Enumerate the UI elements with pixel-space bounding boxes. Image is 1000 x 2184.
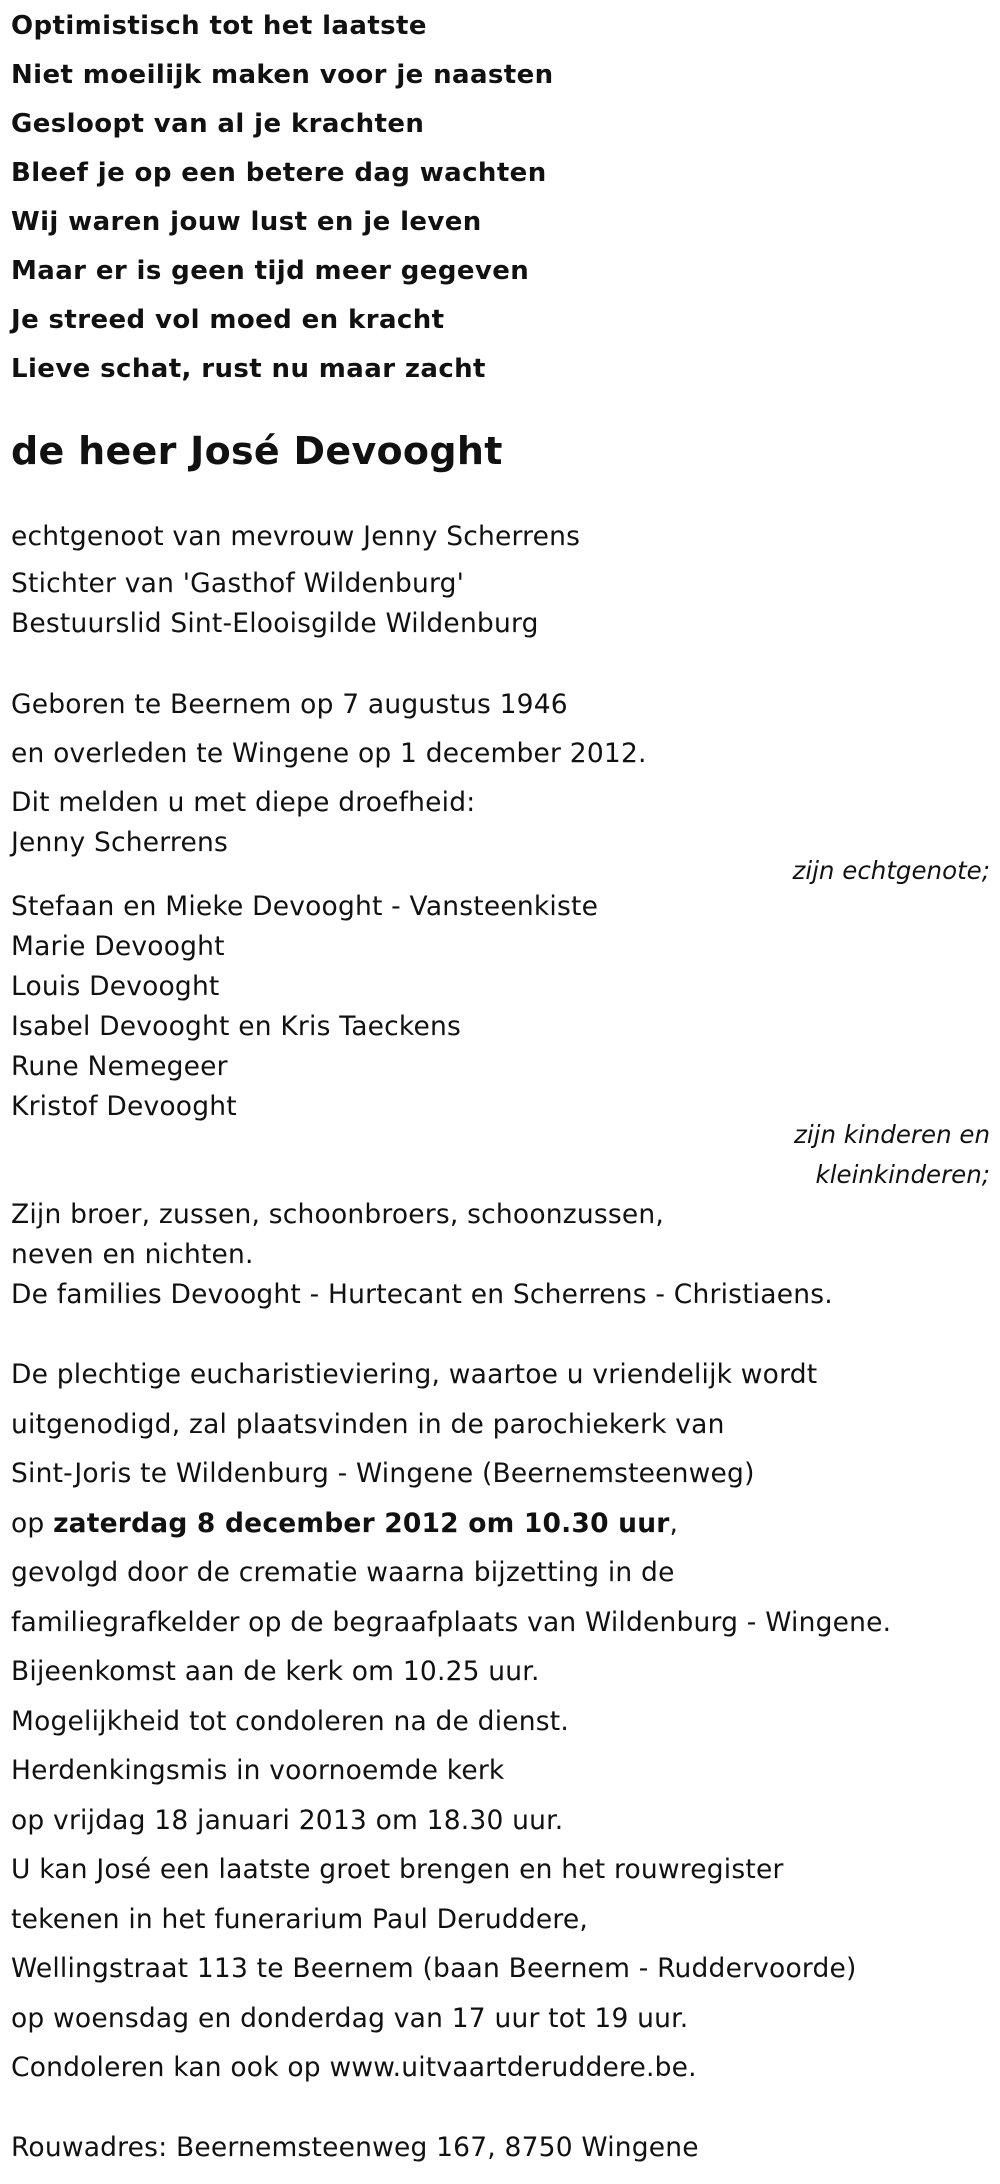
ceremony-line: op vrijdag 18 januari 2013 om 18.30 uur. [11,1805,564,1836]
ceremony-date-line [11,1507,678,1541]
ceremony-date: zaterdag 8 december 2012 om 10.30 uur [53,1508,670,1539]
deceased-name: de heer José Devooght [11,429,503,473]
spouse-name: Jenny Scherrens [11,827,228,858]
poem-line: Lieve schat, rust nu maar zacht [11,354,486,384]
poem-line: Maar er is geen tijd meer gegeven [11,256,530,286]
death-line: en overleden te Wingene op 1 december 2012. [11,738,647,769]
ceremony-line: Sint-Joris te Wildenburg - Wingene (Beernemsteenweg) [11,1458,755,1489]
mourning-address: Rouwadres: Beernemsteenweg 167, 8750 Wingene [11,2132,699,2163]
family-line: De families Devooght - Hurtecant en Scherrens - Christiaens. [11,1279,833,1310]
ceremony-line: U kan José een laatste groet brengen en het rouwregister [11,1854,784,1885]
ceremony-line: gevolgd door de crematie waarna bijzetting in de [11,1557,675,1588]
poem-line: Gesloopt van al je krachten [11,109,425,139]
poem-line: Je streed vol moed en kracht [11,305,445,335]
child-line: Stefaan en Mieke Devooght - Vansteenkiste [11,891,599,922]
child-line: Louis Devooght [11,971,220,1002]
ceremony-line: Mogelijkheid tot condoleren na de dienst. [11,1706,569,1737]
ceremony-line: tekenen in het funerarium Paul Deruddere, [11,1904,589,1935]
condolence-line: Condoleren kan ook op www.uitvaartderuddere.be. [11,2052,697,2083]
child-line: Marie Devooght [11,931,225,962]
ceremony-date-suffix: , [669,1508,679,1539]
children-relation: zijn kinderen en [794,1120,990,1149]
poem-line: Bleef je op een betere dag wachten [11,158,547,188]
spouse-line: echtgenoot van mevrouw Jenny Scherrens [11,521,581,552]
ceremony-line: Bijeenkomst aan de kerk om 10.25 uur. [11,1656,540,1687]
ceremony-line: De plechtige eucharistieviering, waartoe u vriendelijk wordt [11,1359,818,1390]
children-relation: kleinkinderen; [815,1160,990,1189]
ceremony-line: op woensdag en donderdag van 17 uur tot 19 uur. [11,2003,689,2034]
announce-line: Dit melden u met diepe droefheid: [11,787,476,818]
child-line: Kristof Devooght [11,1091,237,1122]
poem-line: Optimistisch tot het laatste [11,11,427,41]
birth-line: Geboren te Beernem op 7 augustus 1946 [11,689,568,720]
child-line: Rune Nemegeer [11,1051,228,1082]
role-line: Stichter van 'Gasthof Wildenburg' [11,568,465,599]
spouse-relation: zijn echtgenote; [792,856,990,885]
poem-line: Niet moeilijk maken voor je naasten [11,60,554,90]
family-line: Zijn broer, zussen, schoonbroers, schoonzussen, [11,1199,664,1230]
ceremony-line: Herdenkingsmis in voornoemde kerk [11,1755,505,1786]
family-line: neven en nichten. [11,1239,254,1270]
ceremony-line: uitgenodigd, zal plaatsvinden in de parochiekerk van [11,1409,725,1440]
role-line: Bestuurslid Sint-Elooisgilde Wildenburg [11,608,539,639]
ceremony-date-prefix: op [11,1508,54,1539]
poem-line: Wij waren jouw lust en je leven [11,207,482,237]
ceremony-line: Wellingstraat 113 te Beernem (baan Beernem - Ruddervoorde) [11,1953,857,1984]
ceremony-line: familiegrafkelder op de begraafplaats van Wildenburg - Wingene. [11,1607,892,1638]
child-line: Isabel Devooght en Kris Taeckens [11,1011,462,1042]
